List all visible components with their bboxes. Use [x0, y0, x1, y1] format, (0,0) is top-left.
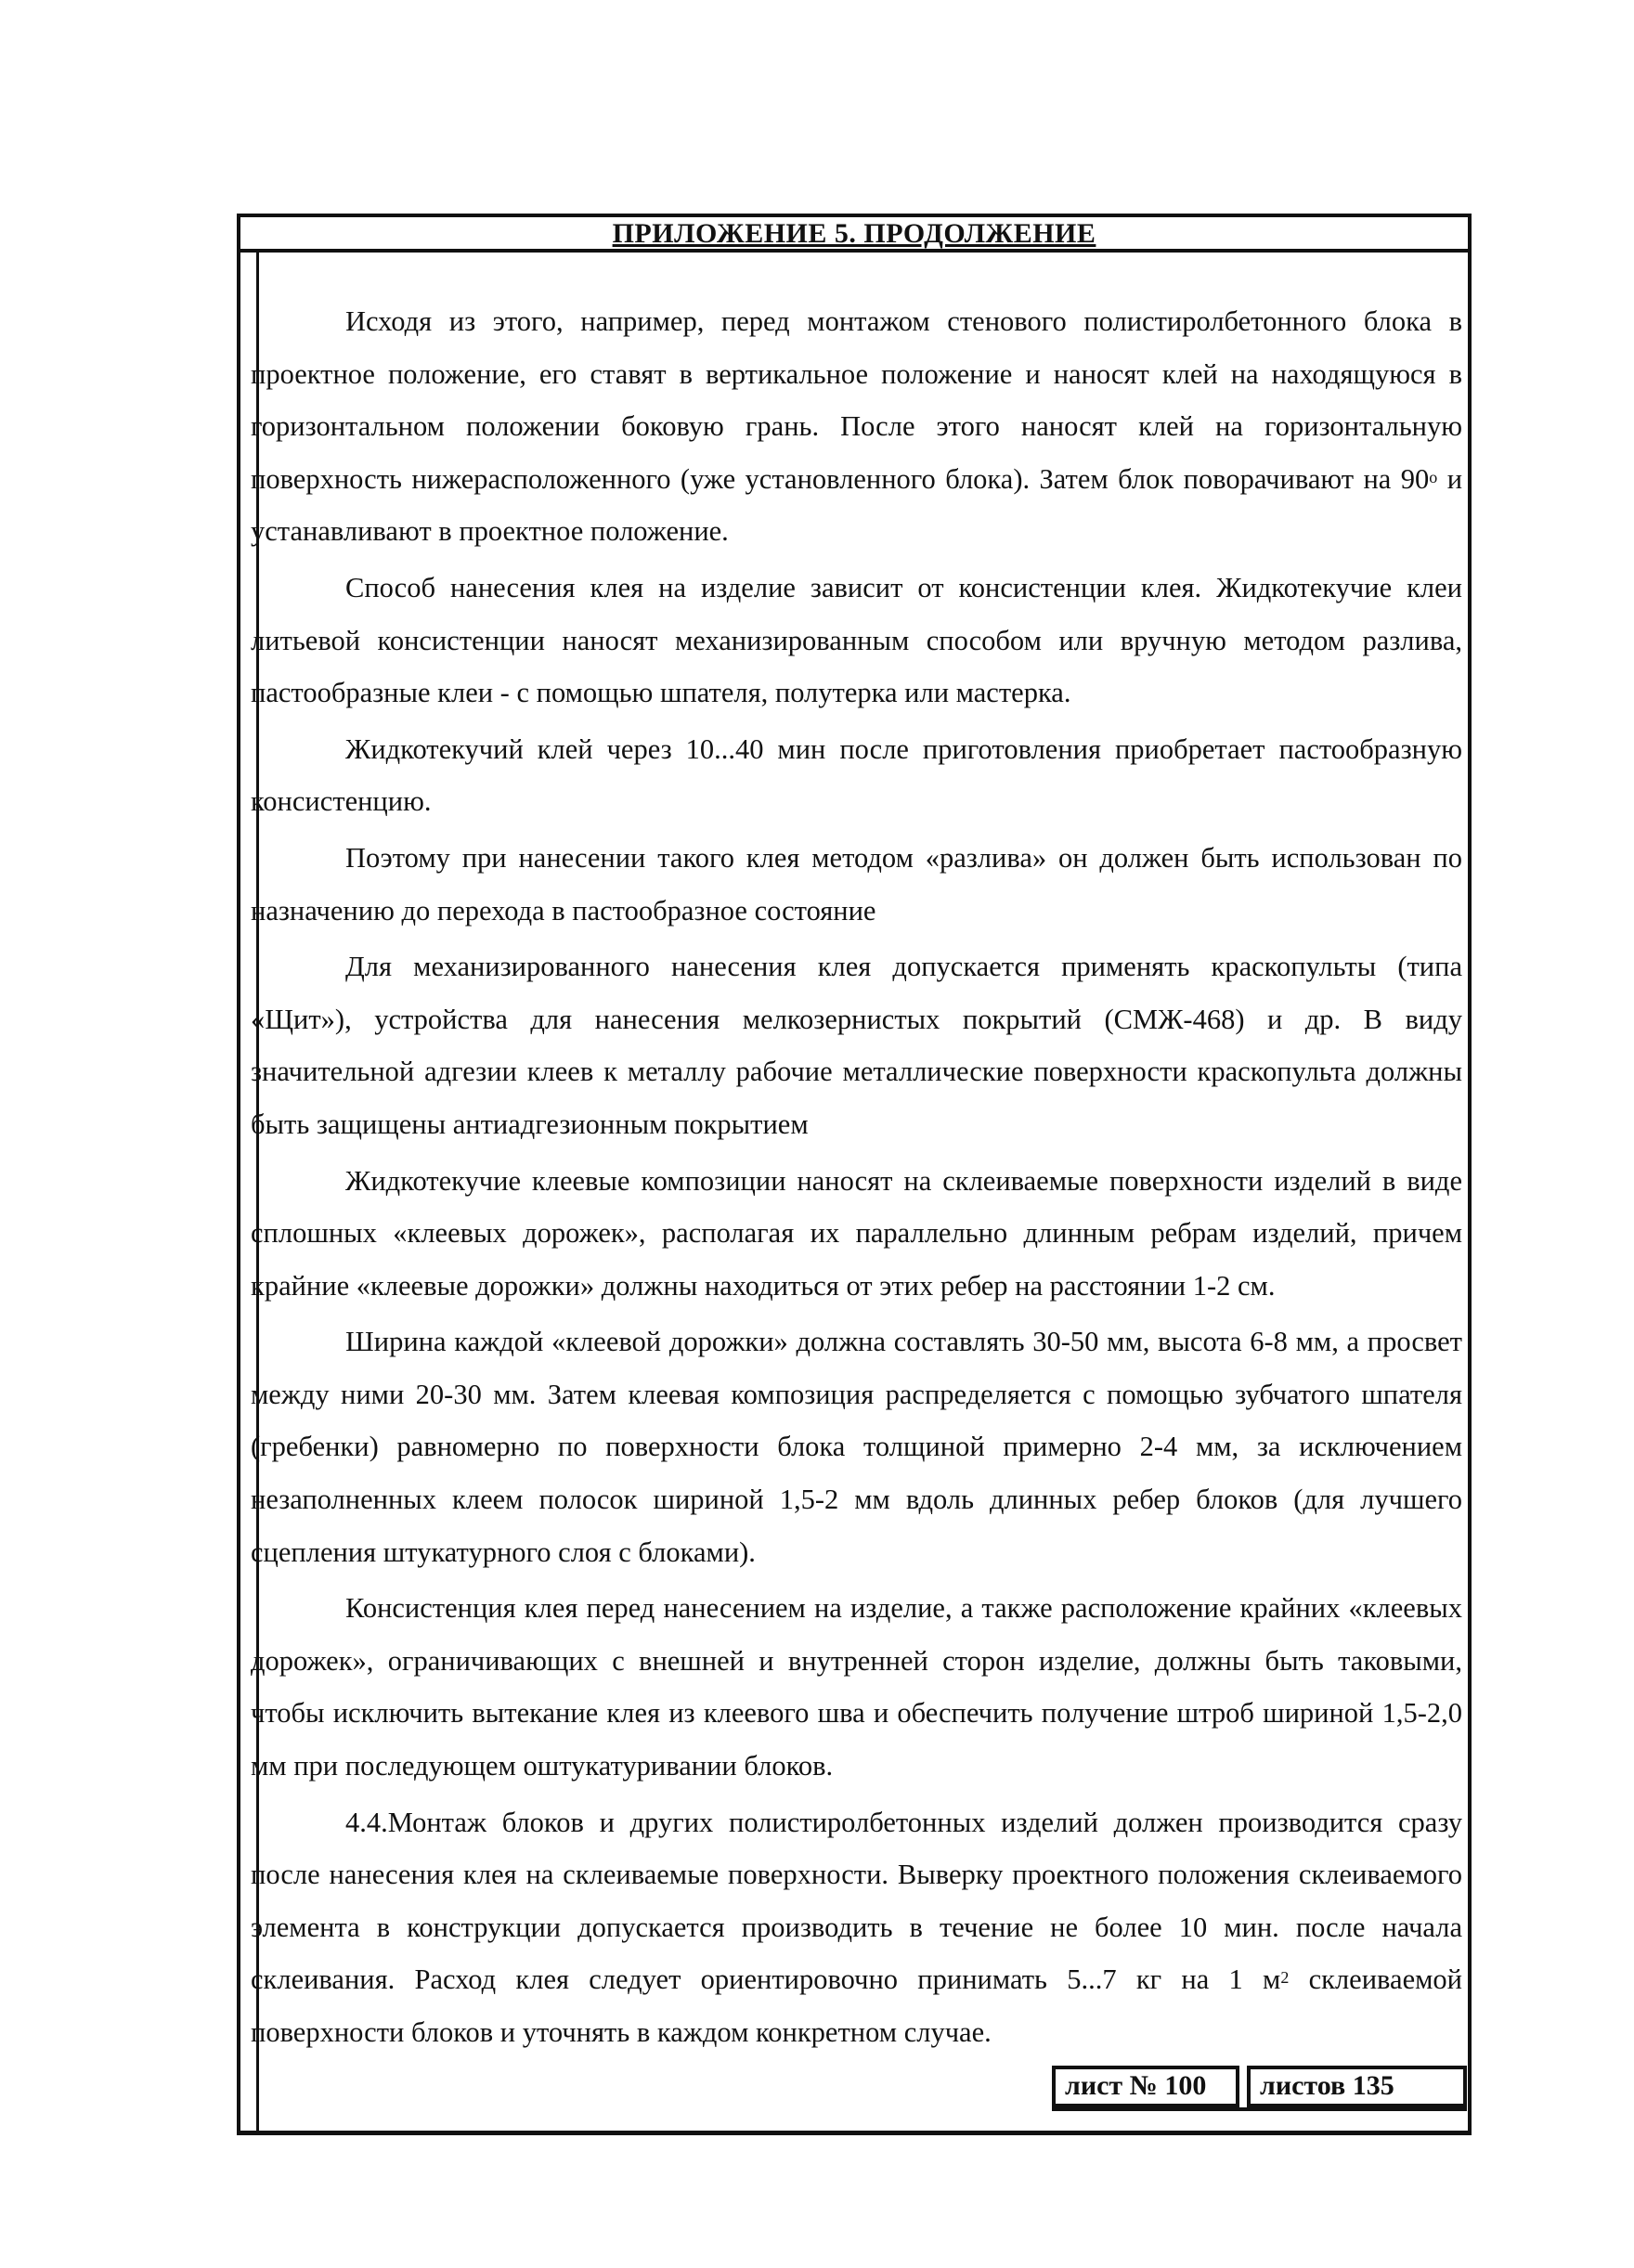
sheet-number-box: [1052, 2066, 1239, 2107]
paragraph-8: Консистенция клея перед нанесением на изделие, а также расположение крайних «клеевых дорожек», ограничивающих с внешней и внутренней сторон изделие, должны быть таковыми, чтобы исключить вытекание клея из клеевого шва и обеспечить получение штроб шириной 1,5-2,0 мм при последующем оштукатуривании блоков.: [251, 1592, 1462, 1782]
paragraph-9-text: 4.4.Монтаж блоков и других полистиролбетонных изделий должен производится сразу после нанесения клея на склеиваемые поверхности. Выверку проектного положения склеиваемого элемента в конструкции допускается производить в течение не более 10 мин. после начала склеивания. Расход клея следует ориентировочно принимать 5...7 кг на 1 м: [251, 1806, 1462, 1996]
footer-rule: [1052, 2107, 1467, 2111]
total-sheets-box: [1247, 2066, 1467, 2107]
page-title: ПРИЛОЖЕНИЕ 5. ПРОДОЛЖЕНИЕ: [612, 218, 1096, 249]
square-superscript: 2: [1280, 1968, 1290, 1988]
paragraph-9-tail: склеиваемой поверхности блоков и уточнять в каждом конкретном случае.: [251, 1963, 1462, 2048]
degree-sign: o: [1429, 467, 1438, 486]
paragraph-1-tail: и устанавливают в проектное положение.: [251, 462, 1463, 548]
paragraph-6: Жидкотекучие клеевые композиции наносят на склеиваемые поверхности изделий в виде сплошных «клеевых дорожек», располагая их параллельно длинным ребрам изделий, причем крайние «клеевые дорожки» должны находиться от этих ребер на расстоянии 1-2 см.: [251, 1164, 1462, 1302]
page-header: [240, 217, 1468, 253]
paragraph-4: Поэтому при нанесении такого клея методом «разлива» он должен быть использован по назначению до перехода в пастообразное состояние: [251, 841, 1462, 927]
paragraph-3: Жидкотекучий клей через 10...40 мин после приготовления приобретает пастообразную консистенцию.: [251, 732, 1462, 818]
total-sheets: листов 135: [1260, 2070, 1394, 2101]
sheet-number: лист № 100: [1065, 2070, 1207, 2101]
paragraph-1: [251, 295, 1462, 558]
document-body: [251, 295, 1462, 2059]
paragraph-5: Для механизированного нанесения клея допускается применять краскопульты (типа «Щит»), устройства для нанесения мелкозернистых покрытий (СМЖ-468) и др. В виду значительной адгезии клеев к металлу рабочие металлические поверхности краскопульта должны быть защищены антиадгезионным покрытием: [251, 951, 1462, 1140]
paragraph-2: Способ нанесения клея на изделие зависит от консистенции клея. Жидкотекучие клеи литьевой консистенции наносят механизированным способом или вручную методом разлива, пастообразные клеи - с помощью шпателя, полутерка или мастерка.: [251, 571, 1462, 709]
paragraph-1-angle: 90: [1400, 462, 1430, 495]
paragraph-9: [251, 1796, 1462, 2059]
paragraph-1-text: Исходя из этого, например, перед монтажом стенового полистиролбетонного блока в проектное положение, его ставят в вертикальное положение и наносят клей на находящуюся в горизонтальном положении боковую грань. После этого наносят клей на горизонтальную поверхность нижерасположенного (уже установленного блока). Затем блок поворачивают на: [251, 305, 1462, 495]
paragraph-7: Ширина каждой «клеевой дорожки» должна составлять 30-50 мм, высота 6-8 мм, а просвет между ними 20-30 мм. Затем клеевая композиция распределяется с помощью зубчатого шпателя (гребенки) равномерно по поверхности блока толщиной примерно 2-4 мм, за исключением незаполненных клеем полосок шириной 1,5-2 мм вдоль длинных ребер блоков (для лучшего сцепления штукатурного слоя с блоками).: [251, 1326, 1462, 1568]
